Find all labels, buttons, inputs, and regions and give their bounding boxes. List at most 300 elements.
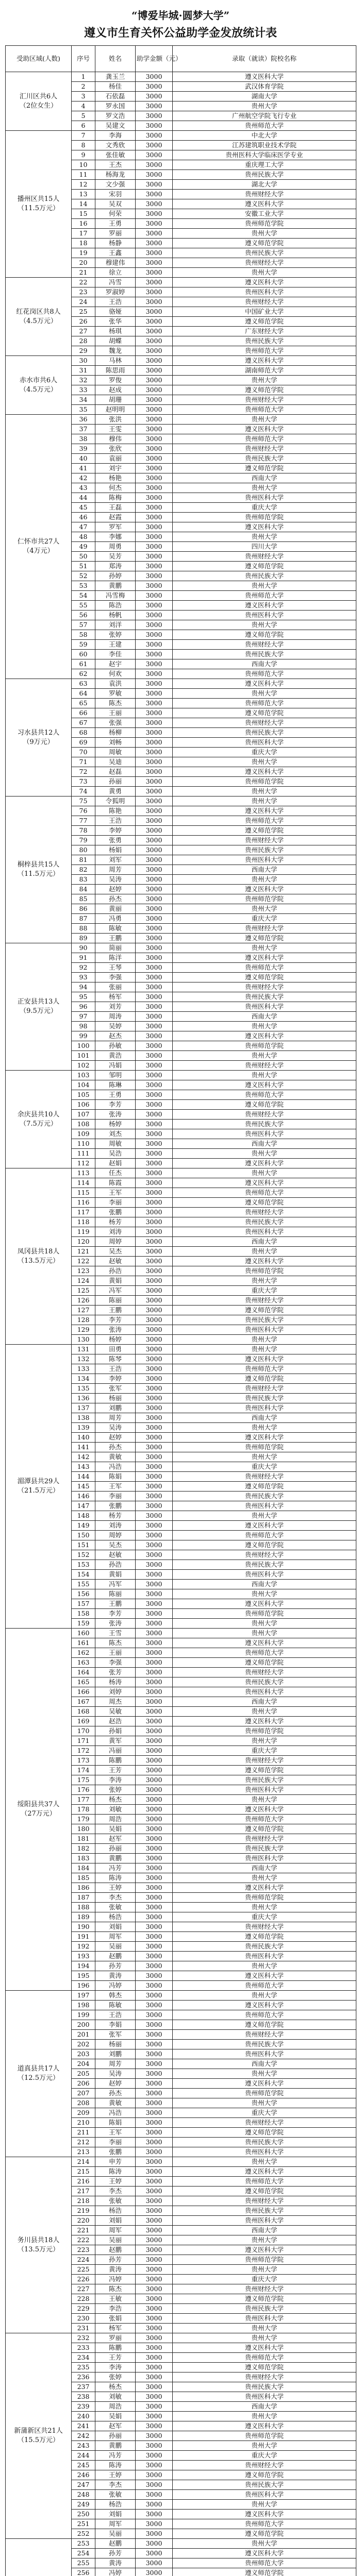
student-name: 赵鹏 <box>95 2539 136 2549</box>
row-number: 114 <box>72 1178 95 1188</box>
grant-amount: 3000 <box>136 444 173 454</box>
university-name: 贵州民族大学 <box>173 1315 356 1325</box>
grant-amount: 3000 <box>136 1080 173 1090</box>
university-name: 贵州大学 <box>173 1619 356 1629</box>
university-name: 重庆大学 <box>173 1912 356 1922</box>
university-name: 贵州大学 <box>173 1903 356 1912</box>
student-name: 王浩 <box>95 297 136 307</box>
university-name: 遵义医科大学 <box>173 2079 356 2089</box>
university-name: 贵州师范学院 <box>173 777 356 787</box>
student-name: 罗文浩 <box>95 111 136 121</box>
grant-amount: 3000 <box>136 2382 173 2392</box>
row-number: 74 <box>72 787 95 796</box>
grant-amount: 3000 <box>136 248 173 258</box>
row-number: 169 <box>72 1717 95 1726</box>
student-name: 周杰 <box>95 1697 136 1707</box>
row-number: 166 <box>72 1687 95 1697</box>
university-name: 贵州医科大学 <box>173 2490 356 2500</box>
university-name: 遵义师范学院 <box>173 2128 356 2138</box>
student-name: 刘涛 <box>95 1227 136 1237</box>
university-name: 贵州医科大学 <box>173 2147 356 2157</box>
table-row <box>6 2539 356 2549</box>
student-name: 赵娟 <box>95 1159 136 1168</box>
row-number: 116 <box>72 1198 95 1208</box>
student-name: 杨静 <box>95 239 136 248</box>
grant-amount: 3000 <box>136 190 173 199</box>
student-name: 李杰 <box>95 2480 136 2490</box>
student-name: 孙丽 <box>95 2431 136 2441</box>
row-number: 205 <box>72 2069 95 2079</box>
university-name: 贵州大学 <box>173 376 356 385</box>
grant-amount: 3000 <box>136 1227 173 1237</box>
row-number: 88 <box>72 924 95 934</box>
student-name: 杨浩 <box>95 2500 136 2510</box>
header-name: 姓名 <box>95 46 136 72</box>
grant-amount: 3000 <box>136 1237 173 1247</box>
student-name: 吴涛 <box>95 875 136 885</box>
university-name: 贵州民族大学 <box>173 571 356 581</box>
table-row <box>6 679 356 689</box>
student-name: 陈思雨 <box>95 366 136 376</box>
row-number: 106 <box>72 1100 95 1110</box>
grant-amount: 3000 <box>136 885 173 894</box>
grant-amount: 3000 <box>136 1766 173 1775</box>
row-number: 237 <box>72 2382 95 2392</box>
grant-amount: 3000 <box>136 620 173 630</box>
university-name: 贵州大学 <box>173 532 356 542</box>
row-number: 236 <box>72 2372 95 2382</box>
grant-amount: 3000 <box>136 483 173 493</box>
university-name: 贵州大学 <box>173 1452 356 1462</box>
grant-amount: 3000 <box>136 2539 173 2549</box>
grant-amount: 3000 <box>136 2128 173 2138</box>
student-name: 王丽 <box>95 708 136 718</box>
university-name: 贵州财经大学 <box>173 718 356 728</box>
university-name: 贵州师范学院 <box>173 2431 356 2441</box>
university-name: 贵州大学 <box>173 1168 356 1178</box>
table-row <box>6 356 356 366</box>
university-name: 贵州师范大学 <box>173 591 356 601</box>
university-name: 遵义医科大学 <box>173 1883 356 1893</box>
grant-amount: 3000 <box>136 1443 173 1452</box>
grant-amount: 3000 <box>136 1384 173 1394</box>
grant-amount: 3000 <box>136 992 173 1002</box>
row-number: 2 <box>72 82 95 92</box>
university-name: 贵州大学 <box>173 2235 356 2245</box>
grant-amount: 3000 <box>136 1296 173 1306</box>
university-name: 遵义师范学院 <box>173 1482 356 1492</box>
row-number: 128 <box>72 1315 95 1325</box>
university-name: 贵州财经大学 <box>173 2118 356 2128</box>
grant-amount: 3000 <box>136 2098 173 2108</box>
row-number: 3 <box>72 92 95 101</box>
university-name: 遵义医科大学 <box>173 1257 356 1266</box>
grant-amount: 3000 <box>136 2314 173 2324</box>
university-name: 遵义医科大学 <box>173 522 356 532</box>
student-name: 杨琪 <box>95 327 136 336</box>
grant-amount: 3000 <box>136 973 173 982</box>
grant-amount: 3000 <box>136 1560 173 1570</box>
university-name: 遵义医科大学 <box>173 1971 356 1981</box>
region-group-label: 正安县共13人 （9.5万元） <box>6 943 72 1071</box>
university-name: 重庆大学 <box>173 914 356 924</box>
grant-amount: 3000 <box>136 1139 173 1149</box>
student-name: 刘鹏 <box>95 1403 136 1413</box>
university-name: 西南大学 <box>173 473 356 483</box>
university-name: 西南大学 <box>173 1237 356 1247</box>
row-number: 37 <box>72 425 95 434</box>
student-name: 陈洋 <box>95 953 136 963</box>
row-number: 221 <box>72 2226 95 2235</box>
grant-amount: 3000 <box>136 1492 173 1501</box>
university-name: 贵州民族大学 <box>173 2382 356 2392</box>
row-number: 9 <box>72 150 95 160</box>
row-number: 5 <box>72 111 95 121</box>
region-group-label: 习水县共12人 （9万元） <box>6 679 72 796</box>
university-name: 贵州医科大学 <box>173 2314 356 2324</box>
grant-amount: 3000 <box>136 239 173 248</box>
grant-amount: 3000 <box>136 2529 173 2539</box>
university-name: 贵州师范学院 <box>173 1041 356 1051</box>
row-number: 94 <box>72 982 95 992</box>
grant-amount: 3000 <box>136 2431 173 2441</box>
row-number: 102 <box>72 1061 95 1071</box>
student-name: 吴涛 <box>95 2069 136 2079</box>
student-name: 申芳 <box>95 2157 136 2167</box>
student-name: 王雪 <box>95 1629 136 1638</box>
university-name: 贵州财经大学 <box>173 444 356 454</box>
row-number: 100 <box>72 1041 95 1051</box>
row-number: 179 <box>72 1815 95 1824</box>
grant-amount: 3000 <box>136 2441 173 2451</box>
university-name: 贵州医科大学 <box>173 1403 356 1413</box>
university-name: 贵州师范大学 <box>173 1364 356 1374</box>
grant-amount: 3000 <box>136 718 173 728</box>
university-name: 贵州民族大学 <box>173 2040 356 2049</box>
university-name: 贵州大学 <box>173 1149 356 1159</box>
grant-amount: 3000 <box>136 689 173 699</box>
row-number: 35 <box>72 405 95 415</box>
student-name: 罗俊 <box>95 376 136 385</box>
university-name: 遵义医科大学 <box>173 2343 356 2353</box>
row-number: 218 <box>72 2196 95 2206</box>
student-name: 王鹏 <box>95 1306 136 1315</box>
row-number: 127 <box>72 1306 95 1315</box>
row-number: 151 <box>72 1540 95 1550</box>
grant-amount: 3000 <box>136 2196 173 2206</box>
student-name: 赵婷 <box>95 1433 136 1443</box>
university-name: 遵义医科大学 <box>173 1031 356 1041</box>
university-name: 贵州医科大学 <box>173 1785 356 1795</box>
student-name: 杨婷 <box>95 1335 136 1345</box>
university-name: 广州航空学院飞行专业 <box>173 111 356 121</box>
header-university: 录取（就读）院校名称 <box>173 46 356 72</box>
university-name: 遵义医科大学 <box>173 2001 356 2010</box>
grant-amount: 3000 <box>136 1961 173 1971</box>
university-name: 贵州师范大学 <box>173 121 356 131</box>
student-name: 吴涛 <box>95 1423 136 1433</box>
university-name: 贵州医科大学 <box>173 493 356 503</box>
student-name: 罗永国 <box>95 101 136 111</box>
grant-amount: 3000 <box>136 1002 173 1012</box>
region-group-label <box>6 2539 72 2576</box>
student-name: 赵浩 <box>95 1717 136 1726</box>
row-number: 158 <box>72 1609 95 1619</box>
student-name: 冯娟 <box>95 1061 136 1071</box>
row-number: 160 <box>72 1629 95 1638</box>
university-name: 西南大学 <box>173 1139 356 1149</box>
university-name: 遵义师范学院 <box>173 562 356 571</box>
grant-amount: 3000 <box>136 1149 173 1159</box>
grant-amount: 3000 <box>136 513 173 522</box>
row-number: 255 <box>72 2558 95 2568</box>
university-name: 遵义师范学院 <box>173 2568 356 2576</box>
student-name: 张强 <box>95 718 136 728</box>
student-name: 王芳 <box>95 2353 136 2363</box>
university-name: 贵州医科大学 <box>173 1129 356 1139</box>
university-name: 贵州财经大学 <box>173 258 356 268</box>
university-name: 贵州大学 <box>173 483 356 493</box>
student-name: 吴浩 <box>95 1149 136 1159</box>
grant-amount: 3000 <box>136 1599 173 1609</box>
university-name: 贵州财经大学 <box>173 1296 356 1306</box>
student-name: 李芳 <box>95 1609 136 1619</box>
row-number: 21 <box>72 268 95 278</box>
university-name: 遵义医科大学 <box>173 601 356 611</box>
grant-amount: 3000 <box>136 473 173 483</box>
university-name: 贵州财经大学 <box>173 1834 356 1844</box>
row-number: 11 <box>72 170 95 180</box>
row-number: 109 <box>72 1129 95 1139</box>
grant-amount: 3000 <box>136 875 173 885</box>
grant-amount: 3000 <box>136 2235 173 2245</box>
row-number: 213 <box>72 2147 95 2157</box>
university-name: 贵州大学 <box>173 1247 356 1257</box>
row-number: 110 <box>72 1139 95 1149</box>
student-name: 孙芳 <box>95 1961 136 1971</box>
student-name: 吴芳 <box>95 552 136 562</box>
grant-amount: 3000 <box>136 1090 173 1100</box>
row-number: 252 <box>72 2529 95 2539</box>
university-name: 贵州大学 <box>173 1589 356 1599</box>
row-number: 206 <box>72 2079 95 2089</box>
grant-amount: 3000 <box>136 934 173 943</box>
row-number: 68 <box>72 728 95 738</box>
student-name: 王丽 <box>95 1648 136 1658</box>
row-number: 146 <box>72 1492 95 1501</box>
row-number: 97 <box>72 1012 95 1022</box>
student-name: 王杰 <box>95 160 136 170</box>
university-name: 贵州师范大学 <box>173 405 356 415</box>
row-number: 123 <box>72 1266 95 1276</box>
student-name: 文少强 <box>95 180 136 190</box>
university-name: 贵州财经大学 <box>173 982 356 992</box>
row-number: 130 <box>72 1335 95 1345</box>
university-name: 贵州医科大学 <box>173 2049 356 2059</box>
student-name: 马林 <box>95 356 136 366</box>
student-name: 刘芳 <box>95 1002 136 1012</box>
row-number: 177 <box>72 1795 95 1805</box>
student-name: 刘杰 <box>95 1129 136 1139</box>
student-name: 王磊 <box>95 503 136 513</box>
grant-amount: 3000 <box>136 1041 173 1051</box>
student-name: 王军 <box>95 1482 136 1492</box>
student-name: 孙丽 <box>95 1844 136 1854</box>
grant-amount: 3000 <box>136 2030 173 2040</box>
student-name: 张鹏 <box>95 1501 136 1511</box>
grant-amount: 3000 <box>136 2294 173 2304</box>
grant-amount: 3000 <box>136 1785 173 1795</box>
table-row <box>6 131 356 141</box>
student-name: 周涛 <box>95 1012 136 1022</box>
grant-amount: 3000 <box>136 2108 173 2118</box>
grant-amount: 3000 <box>136 1531 173 1540</box>
university-name: 贵州师范大学 <box>173 816 356 826</box>
university-name: 贵州师范大学 <box>173 669 356 679</box>
student-name: 李杰 <box>95 2187 136 2196</box>
row-number: 99 <box>72 1031 95 1041</box>
row-number: 214 <box>72 2157 95 2167</box>
row-number: 140 <box>72 1433 95 1443</box>
row-number: 1 <box>72 72 95 82</box>
row-number: 4 <box>72 101 95 111</box>
grant-amount: 3000 <box>136 2402 173 2412</box>
university-name: 贵州民族大学 <box>173 1394 356 1403</box>
student-name: 穆伟 <box>95 434 136 444</box>
row-number: 216 <box>72 2177 95 2187</box>
student-name: 王勇 <box>95 219 136 229</box>
university-name: 遵义师范学院 <box>173 1824 356 1834</box>
student-name: 周浩 <box>95 2402 136 2412</box>
university-name: 贵州财经大学 <box>173 1668 356 1677</box>
grant-amount: 3000 <box>136 425 173 434</box>
table-row <box>6 2333 356 2343</box>
grant-amount: 3000 <box>136 2343 173 2353</box>
student-name: 张佳敏 <box>95 150 136 160</box>
grant-amount: 3000 <box>136 601 173 611</box>
student-name: 周芳 <box>95 865 136 875</box>
student-name: 陈杰 <box>95 2284 136 2294</box>
university-name: 贵州大学 <box>173 2412 356 2421</box>
student-name: 杨佳 <box>95 82 136 92</box>
grant-amount: 3000 <box>136 2480 173 2490</box>
student-name: 孙杰 <box>95 1443 136 1452</box>
student-name: 刘婷 <box>95 1687 136 1697</box>
row-number: 54 <box>72 591 95 601</box>
row-number: 60 <box>72 650 95 659</box>
university-name: 四川大学 <box>173 542 356 552</box>
university-name: 贵州民族大学 <box>173 454 356 464</box>
university-name: 重庆大学 <box>173 503 356 513</box>
university-name: 贵州大学 <box>173 1423 356 1433</box>
university-name: 遵义医科大学 <box>173 1178 356 1188</box>
row-number: 112 <box>72 1159 95 1168</box>
row-number: 133 <box>72 1364 95 1374</box>
student-name: 赵军 <box>95 1834 136 1844</box>
row-number: 29 <box>72 346 95 356</box>
row-number: 238 <box>72 2392 95 2402</box>
university-name: 遵义医科大学 <box>173 1433 356 1443</box>
university-name: 西南大学 <box>173 659 356 669</box>
university-name: 广东财经大学 <box>173 327 356 336</box>
student-name: 王勇 <box>95 1090 136 1100</box>
grant-amount: 3000 <box>136 2118 173 2128</box>
grant-amount: 3000 <box>136 1971 173 1981</box>
student-name: 刘娟 <box>95 2216 136 2226</box>
grant-amount: 3000 <box>136 1570 173 1580</box>
student-name: 何杰 <box>95 483 136 493</box>
row-number: 248 <box>72 2490 95 2500</box>
student-name: 刘鹏 <box>95 2049 136 2059</box>
row-number: 161 <box>72 1638 95 1648</box>
grant-amount: 3000 <box>136 1168 173 1178</box>
grant-amount: 3000 <box>136 2138 173 2147</box>
row-number: 139 <box>72 1423 95 1433</box>
university-name: 贵州大学 <box>173 1345 356 1354</box>
university-name: 贵州财经大学 <box>173 1550 356 1560</box>
grant-amount: 3000 <box>136 1031 173 1041</box>
row-number: 195 <box>72 1971 95 1981</box>
student-name: 吴双 <box>95 199 136 209</box>
row-number: 89 <box>72 934 95 943</box>
student-name: 周婷 <box>95 1237 136 1247</box>
university-name: 遵义师范学院 <box>173 1658 356 1668</box>
grant-amount: 3000 <box>136 1697 173 1707</box>
grant-amount: 3000 <box>136 209 173 219</box>
grant-amount: 3000 <box>136 963 173 973</box>
grant-amount: 3000 <box>136 1159 173 1168</box>
row-number: 86 <box>72 904 95 914</box>
university-name: 贵州财经大学 <box>173 924 356 934</box>
row-number: 49 <box>72 542 95 552</box>
student-name: 赵婷 <box>95 2079 136 2089</box>
university-name: 重庆大学 <box>173 2108 356 2118</box>
university-name: 贵州大学 <box>173 581 356 591</box>
student-name: 张敏 <box>95 1903 136 1912</box>
row-number: 242 <box>72 2431 95 2441</box>
row-number: 181 <box>72 1834 95 1844</box>
student-name: 黄敏 <box>95 2098 136 2108</box>
student-name: 张婷 <box>95 1785 136 1795</box>
grant-amount: 3000 <box>136 1276 173 1286</box>
row-number: 20 <box>72 258 95 268</box>
region-group-label: 道真县共17人 （12.5万元） <box>6 1991 72 2157</box>
row-number: 75 <box>72 796 95 806</box>
grant-amount: 3000 <box>136 1863 173 1873</box>
student-name: 杨杰 <box>95 1795 136 1805</box>
grant-amount: 3000 <box>136 826 173 836</box>
university-name: 贵州大学 <box>173 1276 356 1286</box>
student-name: 张涛 <box>95 1325 136 1335</box>
row-number: 33 <box>72 385 95 395</box>
university-name: 贵州师范大学 <box>173 346 356 356</box>
university-name: 贵州大学 <box>173 787 356 796</box>
row-number: 202 <box>72 2040 95 2049</box>
grant-amount: 3000 <box>136 855 173 865</box>
student-name: 赵军 <box>95 2421 136 2431</box>
grant-amount: 3000 <box>136 1100 173 1110</box>
grant-amount: 3000 <box>136 1364 173 1374</box>
student-name: 徐立 <box>95 268 136 278</box>
student-name: 陈艳 <box>95 806 136 816</box>
grant-amount: 3000 <box>136 1854 173 1863</box>
grant-amount: 3000 <box>136 1120 173 1129</box>
row-number: 14 <box>72 199 95 209</box>
grant-amount: 3000 <box>136 1178 173 1188</box>
row-number: 141 <box>72 1443 95 1452</box>
row-number: 211 <box>72 2128 95 2138</box>
row-number: 184 <box>72 1863 95 1873</box>
